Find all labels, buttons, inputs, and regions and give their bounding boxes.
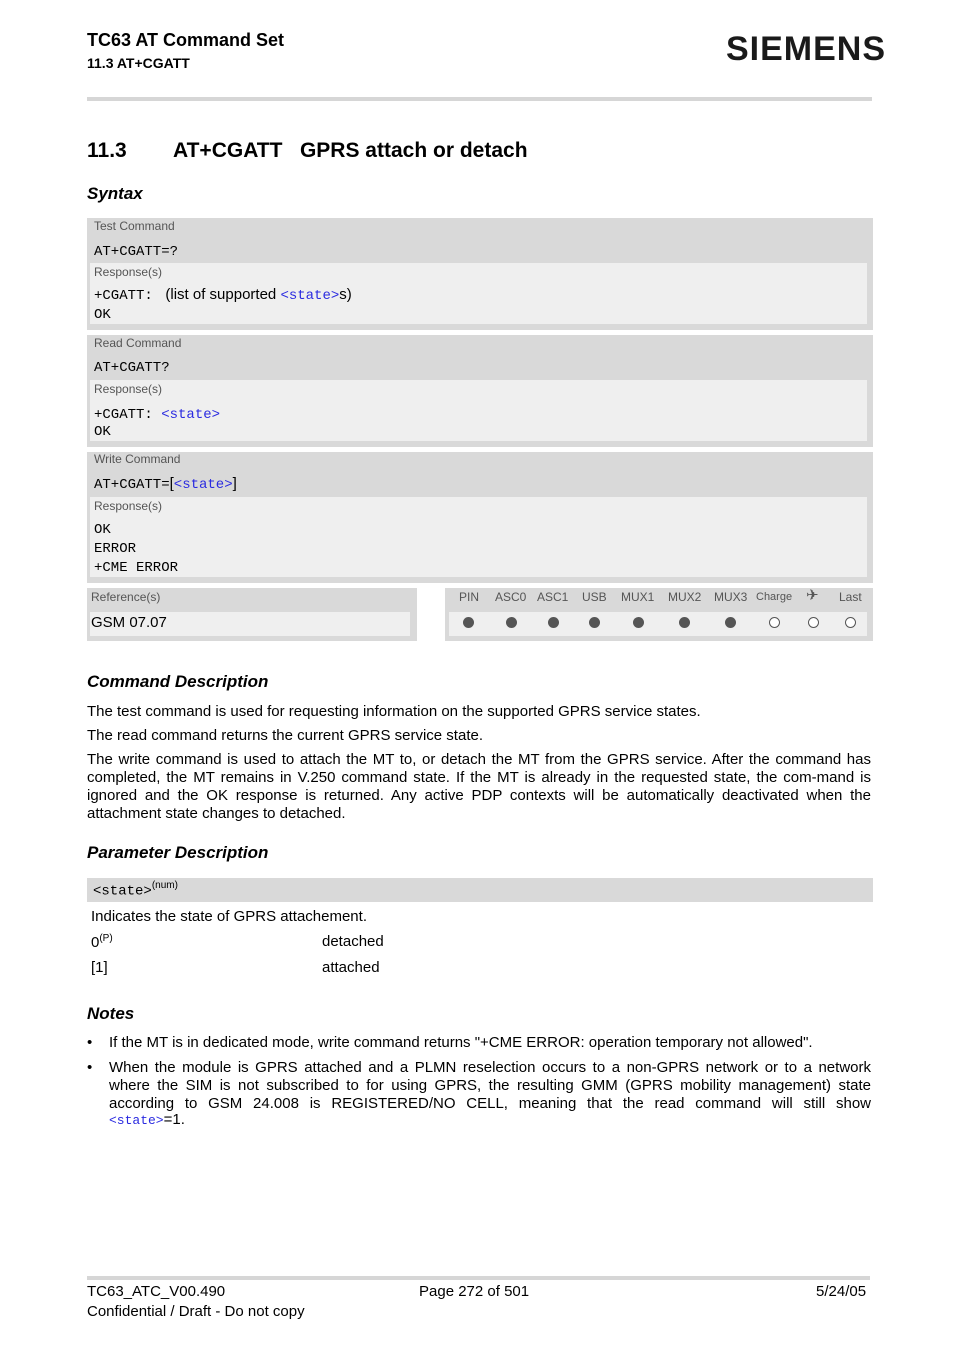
write-response-error: ERROR <box>94 541 137 557</box>
write-response-box <box>90 497 867 577</box>
parameter-description-heading: Parameter Description <box>87 843 269 862</box>
param-value-1: [1] <box>91 959 108 976</box>
state-param-link[interactable]: <state> <box>161 407 221 423</box>
test-response-text: (list of supported <box>161 286 281 303</box>
reference-label: Reference(s) <box>91 590 161 604</box>
header-divider <box>87 97 872 101</box>
param-value-1-meaning: attached <box>322 959 380 976</box>
test-response-text-end: s) <box>339 286 352 303</box>
param-value-0-sup: (P) <box>99 933 113 944</box>
note-1: If the MT is in dedicated mode, write command returns "+CME ERROR: operation temporary not allowed". <box>109 1034 813 1051</box>
read-response-label: Response(s) <box>94 382 163 396</box>
state-param-link[interactable]: <state> <box>280 288 340 304</box>
command-description-test: The test command is used for requesting information on the supported GPRS service states. <box>87 703 701 720</box>
bullet-icon: • <box>87 1059 93 1076</box>
document-subtitle: 11.3 AT+CGATT <box>87 55 190 71</box>
test-command: AT+CGATT=? <box>94 244 179 260</box>
footer-date: 5/24/05 <box>816 1283 867 1300</box>
siemens-logo: SIEMENS <box>726 30 887 68</box>
footer-page-number: Page 272 of 501 <box>419 1283 530 1300</box>
support-dot-mux3 <box>725 617 736 628</box>
col-charge: Charge <box>756 591 793 603</box>
test-response-label: Response(s) <box>94 265 163 279</box>
write-response-cme-error: +CME ERROR <box>94 560 179 576</box>
test-command-label: Test Command <box>94 219 175 233</box>
footer-confidential: Confidential / Draft - Do not copy <box>87 1303 305 1320</box>
col-asc0: ASC0 <box>495 590 527 604</box>
bullet-icon: • <box>87 1034 93 1051</box>
parameter-name <box>93 880 178 899</box>
bracket-close: ] <box>232 475 237 492</box>
support-dot-charge <box>769 617 780 628</box>
param-value-0 <box>91 933 113 951</box>
test-response-prefix: +CGATT: <box>94 288 162 304</box>
read-response-line <box>94 405 220 423</box>
support-dot-mux2 <box>679 617 690 628</box>
write-response-ok: OK <box>94 522 111 538</box>
note-2: When the module is GPRS attached and a PLMN reselection occurs to a non-GPRS network or to a network where the SIM is not subscribed to for using GPRS, the resulting GMM (GPRS mobility management) state according to GSM 24.008 is REGISTERED/NO CELL, meaning that the read command will still show <box>109 1059 871 1112</box>
command-description-heading: Command Description <box>87 672 269 691</box>
support-dot-asc0 <box>506 617 517 628</box>
col-mux1: MUX1 <box>621 590 655 604</box>
command-description-write: The write command is used to attach the MT to, or detach the MT from the GPRS service. After the command has completed, the MT remains in V.250 command state. If the MT is already in the requested state, the com-mand is ignored and the OK response is returned. Any active PDP contexts will be automatically deactivated when the attachment state changes to detached. <box>87 751 871 822</box>
parameter-type: (num) <box>151 880 178 891</box>
support-dot-airplane <box>808 617 819 628</box>
col-mux2: MUX2 <box>668 590 702 604</box>
state-param-link[interactable]: <state> <box>109 1113 164 1128</box>
note-2-tail <box>109 1111 185 1129</box>
support-dot-usb <box>589 617 600 628</box>
col-last: Last <box>839 590 862 604</box>
col-pin: PIN <box>459 590 480 604</box>
support-dot-mux1 <box>633 617 644 628</box>
footer-doc-id: TC63_ATC_V00.490 <box>87 1283 226 1300</box>
section-number: 11.3 <box>87 139 127 162</box>
test-response-line <box>94 286 352 304</box>
note-2-tail-text: =1. <box>163 1111 185 1128</box>
write-command-label: Write Command <box>94 452 181 466</box>
read-command: AT+CGATT? <box>94 360 170 376</box>
test-response-ok: OK <box>94 307 111 323</box>
param-value-0-meaning: detached <box>322 933 384 950</box>
col-asc1: ASC1 <box>537 590 569 604</box>
reference-value: GSM 07.07 <box>91 614 167 631</box>
write-command-line <box>94 475 237 493</box>
write-command-prefix: AT+CGATT= <box>94 477 170 493</box>
write-response-label: Response(s) <box>94 499 163 513</box>
parameter-name-text: <state> <box>93 883 152 900</box>
footer-divider <box>87 1276 870 1280</box>
param-value-0-text: 0 <box>91 934 100 951</box>
support-dot-asc1 <box>548 617 559 628</box>
read-response-prefix: +CGATT: <box>94 407 162 423</box>
state-param-link[interactable]: <state> <box>173 477 233 493</box>
command-description-read: The read command returns the current GPRS service state. <box>87 727 483 744</box>
document-title: TC63 AT Command Set <box>87 30 285 50</box>
read-response-ok: OK <box>94 424 111 440</box>
section-title: AT+CGATT GPRS attach or detach <box>173 139 528 162</box>
parameter-description-text: Indicates the state of GPRS attachement. <box>91 908 367 925</box>
support-dot-pin <box>463 617 474 628</box>
support-dot-last <box>845 617 856 628</box>
notes-heading: Notes <box>87 1004 135 1023</box>
syntax-heading: Syntax <box>87 184 143 203</box>
airplane-icon: ✈ <box>806 587 819 604</box>
bracket-open: [ <box>169 475 174 492</box>
parameter-header-bar <box>87 878 873 902</box>
col-usb: USB <box>582 590 607 604</box>
col-mux3: MUX3 <box>714 590 748 604</box>
read-command-label: Read Command <box>94 336 182 350</box>
